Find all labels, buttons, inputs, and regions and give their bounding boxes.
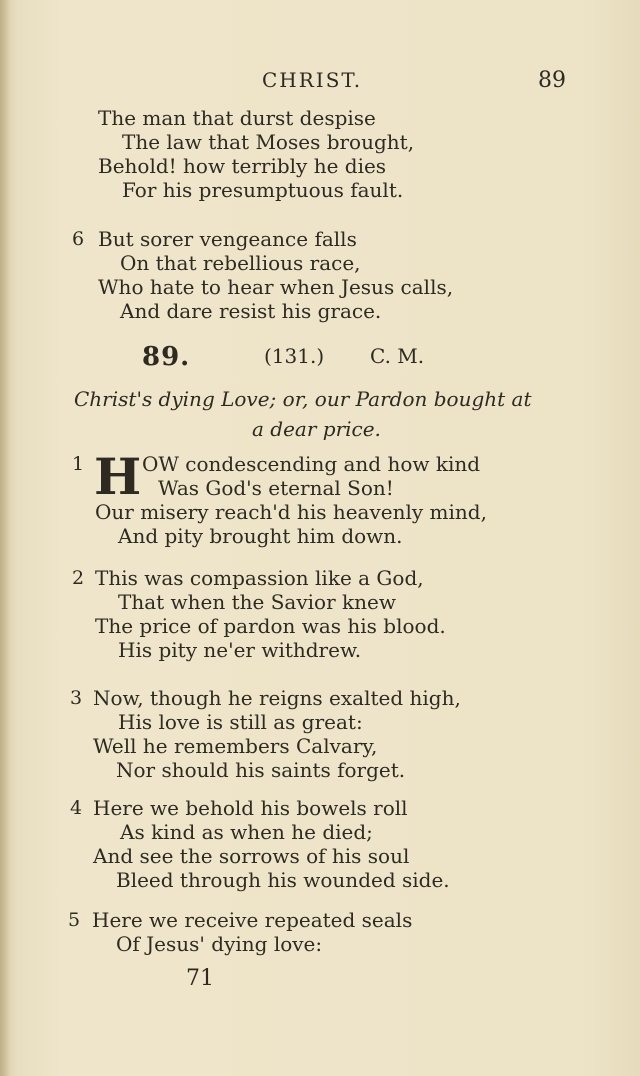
verse-line: The man that durst despise [98,106,376,130]
verse-line: That when the Savior knew [118,590,396,614]
stanza-number: 2 [72,567,85,589]
signature-mark: 71 [186,966,214,991]
verse-line: Bleed through his wounded side. [116,868,450,892]
verse-line: Our misery reach'd his heavenly mind, [95,500,487,524]
hymn-title-continued: a dear price. [252,417,381,441]
verse-line: Behold! how terribly he dies [98,154,387,178]
verse-line: His love is still as great: [118,710,363,734]
drop-cap: H [94,447,142,506]
stanza-number: 5 [68,909,81,931]
verse-line: And pity brought him down. [118,524,403,548]
verse-line: The price of pardon was his blood. [95,614,446,638]
verse-line: Was God's eternal Son! [158,476,394,500]
tune-reference: (131.) [264,344,325,368]
verse-line: Who hate to hear when Jesus calls, [98,275,454,299]
verse-line: Well he remembers Calvary, [93,734,378,758]
page-gutter-shadow [0,0,10,1076]
stanza-number: 4 [70,797,83,819]
verse-line: And see the sorrows of his soul [93,844,410,868]
verse-line: Of Jesus' dying love: [116,932,323,956]
page-number: 89 [538,68,566,93]
verse-line: His pity ne'er withdrew. [118,638,362,662]
verse-line: And dare resist his grace. [120,299,382,323]
stanza-number: 1 [72,453,85,475]
hymn-title: Christ's dying Love; or, our Pardon bought at [74,387,532,411]
stanza-number: 6 [72,228,85,250]
running-title: CHRIST. [262,68,363,92]
hymn-number: 89. [142,342,191,372]
verse-line: But sorer vengeance falls [98,227,357,251]
verse-line: This was compassion like a God, [95,566,424,590]
stanza-number: 3 [70,687,83,709]
meter: C. M. [370,344,425,368]
verse-line: Here we receive repeated seals [92,908,413,932]
verse-line: Now, though he reigns exalted high, [93,686,461,710]
verse-line: The law that Moses brought, [122,130,415,154]
verse-line: Here we behold his bowels roll [93,796,408,820]
verse-line: For his presumptuous fault. [122,178,404,202]
verse-line: On that rebellious race, [120,251,361,275]
verse-line: Nor should his saints forget. [116,758,406,782]
verse-line: OW condescending and how kind [142,452,481,476]
verse-line: As kind as when he died; [120,820,373,844]
